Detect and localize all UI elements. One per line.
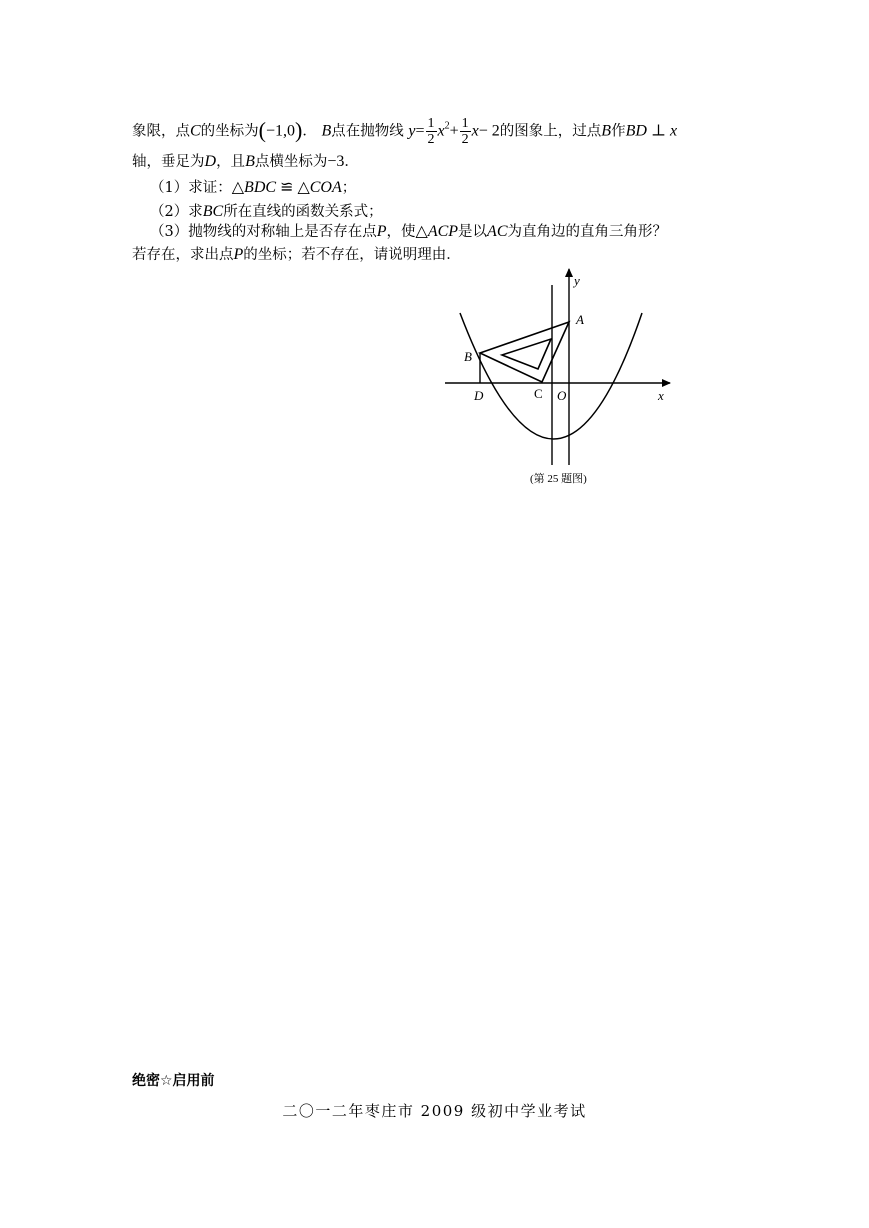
exam-title: 二〇一二年枣庄市 2009 级初中学业考试	[282, 1102, 587, 1120]
text: 所在直线的函数关系式；	[223, 204, 383, 220]
question-3	[150, 222, 667, 242]
label-a: A	[576, 312, 584, 327]
text: 的坐标为	[200, 123, 259, 140]
figure-caption: (第 25 题图)	[530, 473, 587, 485]
text: 若存在，求出点	[132, 247, 234, 263]
label-b: B	[464, 349, 472, 364]
text: ．	[344, 154, 359, 170]
text: 的图象上，过点	[499, 123, 602, 140]
triangle-acp: △ACP	[415, 223, 459, 240]
segment-ac: AC	[487, 223, 508, 240]
point-b: B	[601, 122, 612, 140]
parabola	[460, 313, 642, 439]
point-p: P	[233, 246, 244, 263]
fraction	[460, 116, 471, 147]
problem-line-2	[132, 152, 359, 172]
var-x: x	[437, 122, 445, 140]
label-c: C	[534, 386, 543, 401]
point-b: B	[245, 153, 255, 170]
perpendicular-symbol: ⊥	[646, 122, 670, 140]
var-x: x	[669, 122, 678, 140]
text: 的坐标；若不存在，请说明理由．	[243, 247, 461, 263]
congruent-symbol: ≌	[276, 179, 298, 196]
segment-bd: BD	[625, 122, 647, 140]
triangle-abc	[480, 322, 569, 382]
triangle-bdc: △BDC	[231, 179, 277, 196]
point-c: C	[190, 122, 201, 140]
question-2	[150, 202, 383, 222]
fraction	[426, 116, 437, 147]
label-x: x	[658, 388, 664, 403]
segment-bc: BC	[202, 203, 224, 220]
exponent: 2	[444, 120, 450, 132]
label-y: y	[574, 273, 580, 288]
coordinate: −1,0	[266, 122, 296, 140]
problem-line-1	[132, 116, 677, 147]
text: 为直角边的直角三角形？	[507, 224, 667, 240]
point-p: P	[376, 223, 387, 240]
plus: +	[449, 122, 459, 140]
text: （3）抛物线的对称轴上是否存在点	[150, 224, 377, 240]
triangle-coa: △COA	[297, 179, 342, 196]
var-y: y	[408, 122, 416, 140]
point-d: D	[204, 153, 217, 170]
text: （2）求	[150, 204, 203, 220]
question-1	[150, 178, 356, 198]
label-o: O	[557, 388, 567, 403]
text: 点横坐标为	[254, 154, 328, 170]
question-3-continued	[132, 245, 461, 265]
text: ，且	[216, 154, 246, 170]
paren: (	[258, 117, 266, 143]
label-d: D	[474, 388, 484, 403]
text: 点在抛物线	[331, 123, 404, 140]
text: ；	[341, 180, 357, 196]
text: 象限，点	[132, 123, 190, 140]
denominator: 2	[427, 132, 435, 147]
numerator: 1	[427, 116, 435, 131]
equals: =	[415, 122, 425, 140]
text: ，使	[386, 224, 416, 240]
paren: )	[295, 117, 303, 143]
constant: − 2	[478, 122, 500, 140]
value: −3	[327, 153, 345, 170]
denominator: 2	[461, 132, 469, 147]
point-b: B	[321, 122, 332, 140]
secret-notice: 绝密☆启用前	[132, 1073, 215, 1089]
var-x: x	[471, 122, 479, 140]
text: （1）求证：	[150, 180, 232, 196]
text: 作	[611, 123, 626, 140]
text: ．	[302, 123, 317, 140]
text: 轴，垂足为	[132, 154, 205, 170]
geometry-figure	[440, 265, 680, 465]
text: 是以	[458, 224, 488, 240]
numerator: 1	[461, 116, 469, 131]
